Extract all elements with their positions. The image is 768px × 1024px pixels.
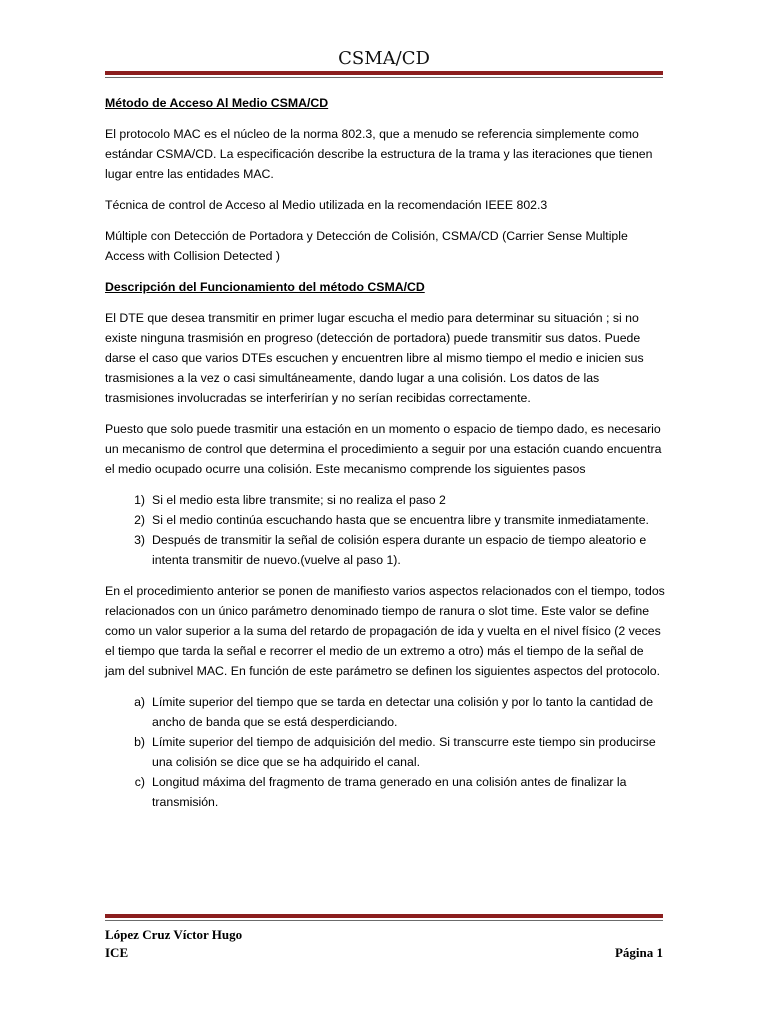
list-item-text: Límite superior del tiempo que se tarda en detectar una colisión y por lo tanto la cantidad de ancho de banda que se está desperdiciando. <box>152 695 654 729</box>
list-item-text: Longitud máxima del fragmento de trama generado en una colisión antes de finalizar la transmisión. <box>152 775 627 809</box>
footer-rule-thin <box>105 920 663 921</box>
footer-institution: ICE <box>105 945 129 960</box>
list-item <box>105 510 665 530</box>
paragraph-tecnica: Técnica de control de Acceso al Medio utilizada en la recomendación IEEE 802.3 <box>105 198 548 212</box>
page-header-title: CSMA/CD <box>338 48 430 69</box>
paragraph-puesto: Puesto que solo puede trasmitir una estación en un momento o espacio de tiempo dado, es necesario un mecanismo de control que determina el procedimiento a seguir por una estación cuando encuentra el medio ocupado ocurre una colisión. Este mecanismo comprende los siguientes pasos <box>105 422 662 476</box>
list-item-text: Si el medio continúa escuchando hasta que se encuentra libre y transmite inmediatamente. <box>152 513 649 527</box>
list-item <box>105 732 665 772</box>
paragraph-multiple: Múltiple con Detección de Portadora y Detección de Colisión, CSMA/CD (Carrier Sense Multiple Access with Collision Detected ) <box>105 229 628 263</box>
paragraph-dte: El DTE que desea transmitir en primer lugar escucha el medio para determinar su situación ; si no existe ninguna trasmisión en progreso (detección de portadora) puede transmitir sus datos. Puede darse el caso que varios DTEs escuchen y encuentren libre al mismo tiempo el medio e inicien sus trasmisiones a la vez o casi simultáneamente, dando lugar a una colisión. Los datos de las trasmisiones involucradas se interferirían y no serían recibidas correctamente. <box>105 311 644 405</box>
list-item-text: Después de transmitir la señal de colisión espera durante un espacio de tiempo aleatorio e intenta transmitir de nuevo.(vuelve al paso 1). <box>152 533 647 567</box>
list-marker: 1) <box>134 493 145 507</box>
paragraph-protocolo-mac: El protocolo MAC es el núcleo de la norma 802.3, que a menudo se referencia simplemente como estándar CSMA/CD. La especificación describe la estructura de la trama y las iteraciones que tienen lugar entre las entidades MAC. <box>105 127 653 181</box>
steps-list <box>105 490 665 570</box>
list-item <box>105 692 665 732</box>
section-heading-metodo: Método de Acceso Al Medio CSMA/CD <box>105 96 329 110</box>
list-item <box>105 530 665 570</box>
list-marker: a) <box>134 695 145 709</box>
list-marker: b) <box>134 735 145 749</box>
list-marker: 3) <box>134 533 145 547</box>
footer-rule-thick <box>105 914 663 918</box>
list-item <box>105 490 665 510</box>
list-item-text: Límite superior del tiempo de adquisición del medio. Si transcurre este tiempo sin producirse una colisión se dice que se ha adquirido el canal. <box>152 735 656 769</box>
section-heading-descripcion: Descripción del Funcionamiento del método CSMA/CD <box>105 280 425 294</box>
list-marker: 2) <box>134 513 145 527</box>
list-marker: c) <box>134 775 145 789</box>
footer-author: López Cruz Víctor Hugo <box>105 927 243 942</box>
paragraph-procedimiento: En el procedimiento anterior se ponen de manifiesto varios aspectos relacionados con el tiempo, todos relacionados con un único parámetro denominado tiempo de ranura o slot time. Este valor se define como un valor superior a la suma del retardo de propagación de ida y vuelta en el nivel físico (2 veces el tiempo que tarda la señal e recorrer el medio de un extremo a otro) más el tiempo de la señal de jam del subnivel MAC. En función de este parámetro se definen los siguientes aspectos del protocolo. <box>105 584 665 678</box>
header-rule-thick <box>105 71 663 75</box>
page-number: Página 1 <box>614 945 663 960</box>
list-item <box>105 772 665 812</box>
list-item-text: Si el medio esta libre transmite; si no realiza el paso 2 <box>152 493 446 507</box>
aspects-list <box>105 692 665 812</box>
document-body <box>105 93 665 812</box>
header-rule-thin <box>105 77 663 78</box>
